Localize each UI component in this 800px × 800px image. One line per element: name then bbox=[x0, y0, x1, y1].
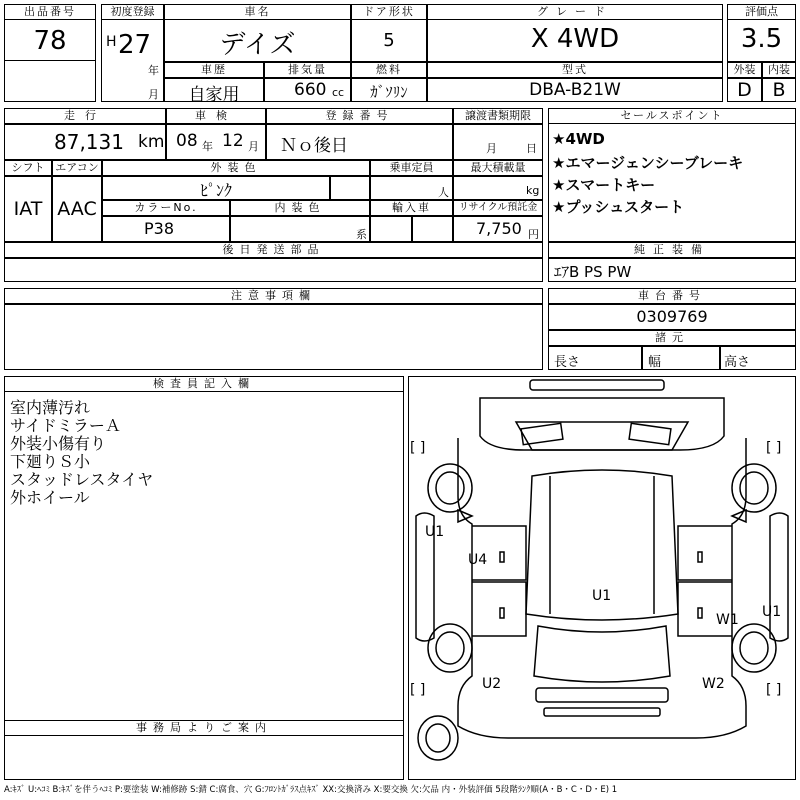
bracket-top-left: [ ] bbox=[410, 440, 426, 456]
bracket-bottom-right: [ ] bbox=[766, 682, 782, 698]
equipment-value: ｴｱB PS PW bbox=[554, 263, 632, 281]
score-label: 評価点 bbox=[727, 4, 796, 20]
chassis-label: 車台番号 bbox=[548, 288, 796, 304]
insp-month: 12 bbox=[222, 131, 244, 151]
inspection-label: 車検 bbox=[166, 108, 266, 124]
height-label: 高さ bbox=[724, 355, 751, 370]
interior-value: B bbox=[772, 79, 786, 101]
displacement-label: 排気量 bbox=[264, 62, 351, 78]
ac-label: エアコン bbox=[52, 160, 102, 176]
month-unit: 月 bbox=[148, 88, 159, 101]
shift-label: シフト bbox=[4, 160, 52, 176]
grade-label: グレード bbox=[427, 4, 723, 20]
bracket-bottom-left: [ ] bbox=[410, 682, 426, 698]
door-value: 5 bbox=[383, 30, 395, 51]
fuel-label: 燃料 bbox=[351, 62, 427, 78]
int-color-label: 内装色 bbox=[230, 200, 370, 216]
sales-point-2: ★エマージェンシーブレーキ bbox=[552, 154, 744, 172]
ac-value: AAC bbox=[57, 198, 97, 220]
car-name: デイズ bbox=[219, 30, 296, 60]
ext-color-label: 外装色 bbox=[102, 160, 370, 176]
import-label: 輸入車 bbox=[370, 200, 453, 216]
mark-u1-left: U1 bbox=[425, 524, 445, 540]
inspector-note-5: スタッドレスタイヤ bbox=[10, 470, 154, 489]
history-value: 自家用 bbox=[188, 85, 240, 105]
mileage-unit: km bbox=[138, 132, 165, 152]
equipment-label: 純正装備 bbox=[548, 242, 796, 258]
score-value: 3.5 bbox=[740, 24, 783, 54]
recycle-value: 7,750 bbox=[476, 219, 522, 238]
lot-no-label: 出品番号 bbox=[4, 4, 96, 20]
displacement-value: 660 bbox=[294, 80, 327, 100]
recycle-unit: 円 bbox=[528, 228, 539, 241]
lot-lower bbox=[4, 60, 96, 102]
interior-label: 内装 bbox=[762, 62, 796, 78]
sales-point-3: ★スマートキー bbox=[552, 176, 656, 194]
legend: A:ｷｽﾞ U:ﾍｺﾐ B:ｷｽﾞを伴うﾍｺﾐ P:要塗装 W:補修跡 S:錆 C:腐食、穴 G:ﾌﾛﾝﾄｶﾞﾗｽ点ｷｽﾞ XX:交換済み X:要交換 欠:欠品 内・外装評価 5段階ﾗﾝｸ順(A・B・C・D・E) 1 bbox=[4, 785, 618, 795]
displacement-unit: cc bbox=[332, 86, 345, 99]
car-name-label: 車名 bbox=[164, 4, 351, 20]
sales-point-1: ★4WD bbox=[552, 130, 605, 148]
color-no-value: P38 bbox=[144, 219, 175, 238]
sales-points-label: セールスポイント bbox=[548, 108, 796, 124]
mark-u4: U4 bbox=[468, 552, 488, 568]
reg-no-label: 登録番号 bbox=[266, 108, 453, 124]
load-label: 最大積載量 bbox=[453, 160, 543, 176]
history-label: 車歴 bbox=[164, 62, 264, 78]
mark-u2: U2 bbox=[482, 676, 502, 692]
door-label: ドア形状 bbox=[351, 4, 427, 20]
shift-value: IAT bbox=[13, 198, 43, 220]
doc-day-unit: 日 bbox=[526, 142, 537, 155]
sales-point-4: ★プッシュスタート bbox=[552, 198, 685, 216]
grade-value: X 4WD bbox=[530, 24, 620, 54]
import-box bbox=[370, 216, 412, 242]
chassis-value: 0309769 bbox=[636, 307, 708, 326]
car-diagram bbox=[408, 376, 796, 780]
import-box-2 bbox=[412, 216, 453, 242]
insp-year-unit: 年 bbox=[202, 140, 213, 153]
insp-year: 08 bbox=[176, 131, 198, 151]
mileage-value: 87,131 bbox=[54, 130, 124, 154]
ext-color-extra bbox=[330, 176, 370, 200]
exterior-value: D bbox=[737, 79, 752, 101]
doc-month-unit: 月 bbox=[486, 142, 497, 155]
ext-color-value: ﾋﾟﾝｸ bbox=[199, 181, 232, 200]
model-label: 型式 bbox=[427, 62, 723, 78]
capacity-label: 乗車定員 bbox=[370, 160, 453, 176]
inspector-note-2: サイドミラーＡ bbox=[10, 416, 121, 435]
reg-no-value: Ｎｏ後日 bbox=[280, 136, 348, 156]
office-label: 事務局よりご案内 bbox=[4, 720, 404, 736]
inspector-label: 検査員記入欄 bbox=[4, 376, 404, 392]
recycle-label: リサイクル預託金 bbox=[453, 200, 543, 216]
load-unit: kg bbox=[526, 184, 540, 197]
mark-w1: W1 bbox=[716, 612, 739, 628]
year-unit: 年 bbox=[148, 64, 159, 77]
mileage-label: 走行 bbox=[4, 108, 166, 124]
int-color-box bbox=[230, 216, 370, 242]
fuel-value: ｶﾞｿﾘﾝ bbox=[370, 83, 408, 101]
insp-month-unit: 月 bbox=[248, 140, 259, 153]
notes-label: 注意事項欄 bbox=[4, 288, 543, 304]
inspector-note-6: 外ホイール bbox=[10, 488, 90, 507]
lot-no: 78 bbox=[33, 26, 67, 56]
later-parts-label: 後日発送部品 bbox=[4, 242, 543, 258]
model-value: DBA-B21W bbox=[529, 80, 621, 100]
mark-u1-center: U1 bbox=[592, 588, 612, 604]
length-label: 長さ bbox=[554, 355, 581, 370]
first-reg-year: 27 bbox=[118, 30, 152, 60]
mark-w2: W2 bbox=[702, 676, 725, 692]
specs-label: 諸元 bbox=[548, 330, 796, 346]
color-no-label: カラーNo. bbox=[102, 200, 230, 216]
inspector-note-4: 下廻りＳ小 bbox=[10, 452, 91, 471]
doc-deadline-label: 譲渡書類期限 bbox=[453, 108, 543, 124]
notes-box bbox=[4, 304, 543, 370]
inspector-note-1: 室内薄汚れ bbox=[10, 398, 91, 417]
inspector-note-3: 外装小傷有り bbox=[10, 434, 107, 453]
mark-u1-right: U1 bbox=[762, 604, 782, 620]
first-reg-label: 初度登録 bbox=[101, 4, 164, 20]
exterior-label: 外装 bbox=[727, 62, 762, 78]
capacity-unit: 人 bbox=[438, 186, 449, 199]
width-label: 幅 bbox=[648, 355, 662, 370]
bracket-top-right: [ ] bbox=[766, 440, 782, 456]
era: H bbox=[106, 34, 117, 50]
int-color-unit: 系 bbox=[356, 228, 367, 241]
later-parts-box bbox=[4, 258, 543, 282]
